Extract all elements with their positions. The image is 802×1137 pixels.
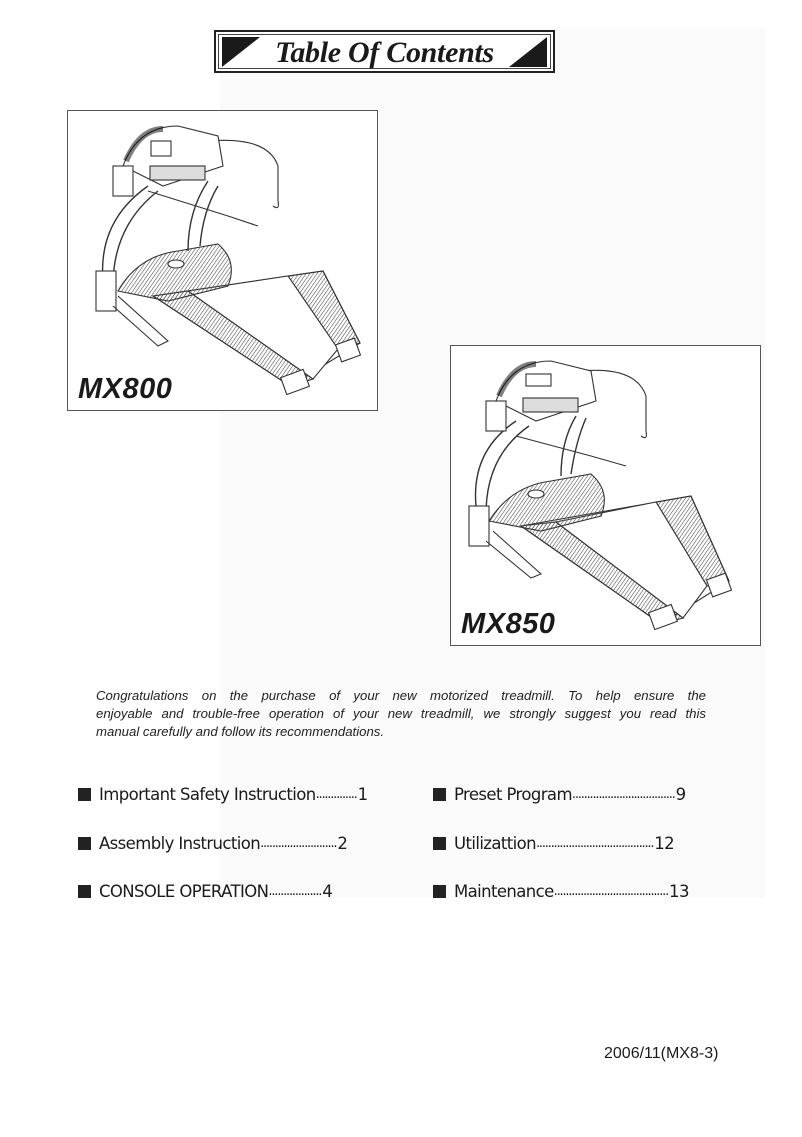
product-figure-mx850	[450, 345, 761, 646]
square-bullet-icon	[433, 885, 446, 898]
square-bullet-icon	[78, 837, 91, 850]
toc-leader-dots: ..........................	[260, 836, 337, 851]
toc-page-number: 12	[654, 834, 675, 853]
title-banner	[214, 30, 555, 73]
intro-line-1: Congratulations on the purchase of your new motorized treadmill. To help ensure the	[96, 688, 706, 703]
square-bullet-icon	[433, 837, 446, 850]
treadmill-illustration-icon	[451, 346, 762, 647]
toc-page-number: 9	[675, 785, 686, 804]
toc-label: CONSOLE OPERATION	[99, 882, 269, 901]
intro-paragraph	[96, 687, 706, 741]
toc-leader-dots: ..............	[315, 787, 357, 802]
square-bullet-icon	[433, 788, 446, 801]
model-label-mx850: MX850	[461, 608, 556, 640]
treadmill-illustration-icon	[68, 111, 379, 412]
square-bullet-icon	[78, 885, 91, 898]
toc-item-maintenance[interactable]	[433, 882, 689, 901]
model-label-mx800: MX800	[78, 373, 173, 405]
toc-item-safety[interactable]	[78, 785, 368, 804]
toc-label: Assembly Instruction	[99, 834, 261, 853]
document-code: 2006/11(MX8-3)	[604, 1045, 719, 1062]
toc-leader-dots: ..................	[268, 884, 322, 899]
toc-leader-dots: ........................................	[535, 836, 654, 851]
page-title: Table Of Contents	[275, 35, 494, 69]
toc-leader-dots: .......................................	[553, 884, 669, 899]
toc-item-assembly[interactable]	[78, 834, 347, 853]
triangle-left-icon	[222, 37, 260, 67]
toc-page-number: 1	[357, 785, 368, 804]
intro-line-2: enjoyable and trouble-free operation of your new treadmill, we strongly suggest you read this	[96, 706, 706, 721]
toc-label: Preset Program	[454, 785, 572, 804]
toc-label: Important Safety Instruction	[99, 785, 316, 804]
toc-label: Utilizattion	[454, 834, 536, 853]
product-figure-mx800	[67, 110, 378, 411]
triangle-right-icon	[509, 37, 547, 67]
toc-item-preset-program[interactable]	[433, 785, 685, 804]
toc-label: Maintenance	[454, 882, 554, 901]
intro-line-3: manual carefully and follow its recommendations.	[96, 724, 385, 739]
toc-leader-dots: ...................................	[571, 787, 675, 802]
toc-page-number: 13	[669, 882, 689, 901]
toc-page-number: 2	[337, 834, 348, 853]
square-bullet-icon	[78, 788, 91, 801]
toc-page-number: 4	[322, 882, 333, 901]
toc-item-utilization[interactable]	[433, 834, 674, 853]
toc-item-console-operation[interactable]	[78, 882, 332, 901]
